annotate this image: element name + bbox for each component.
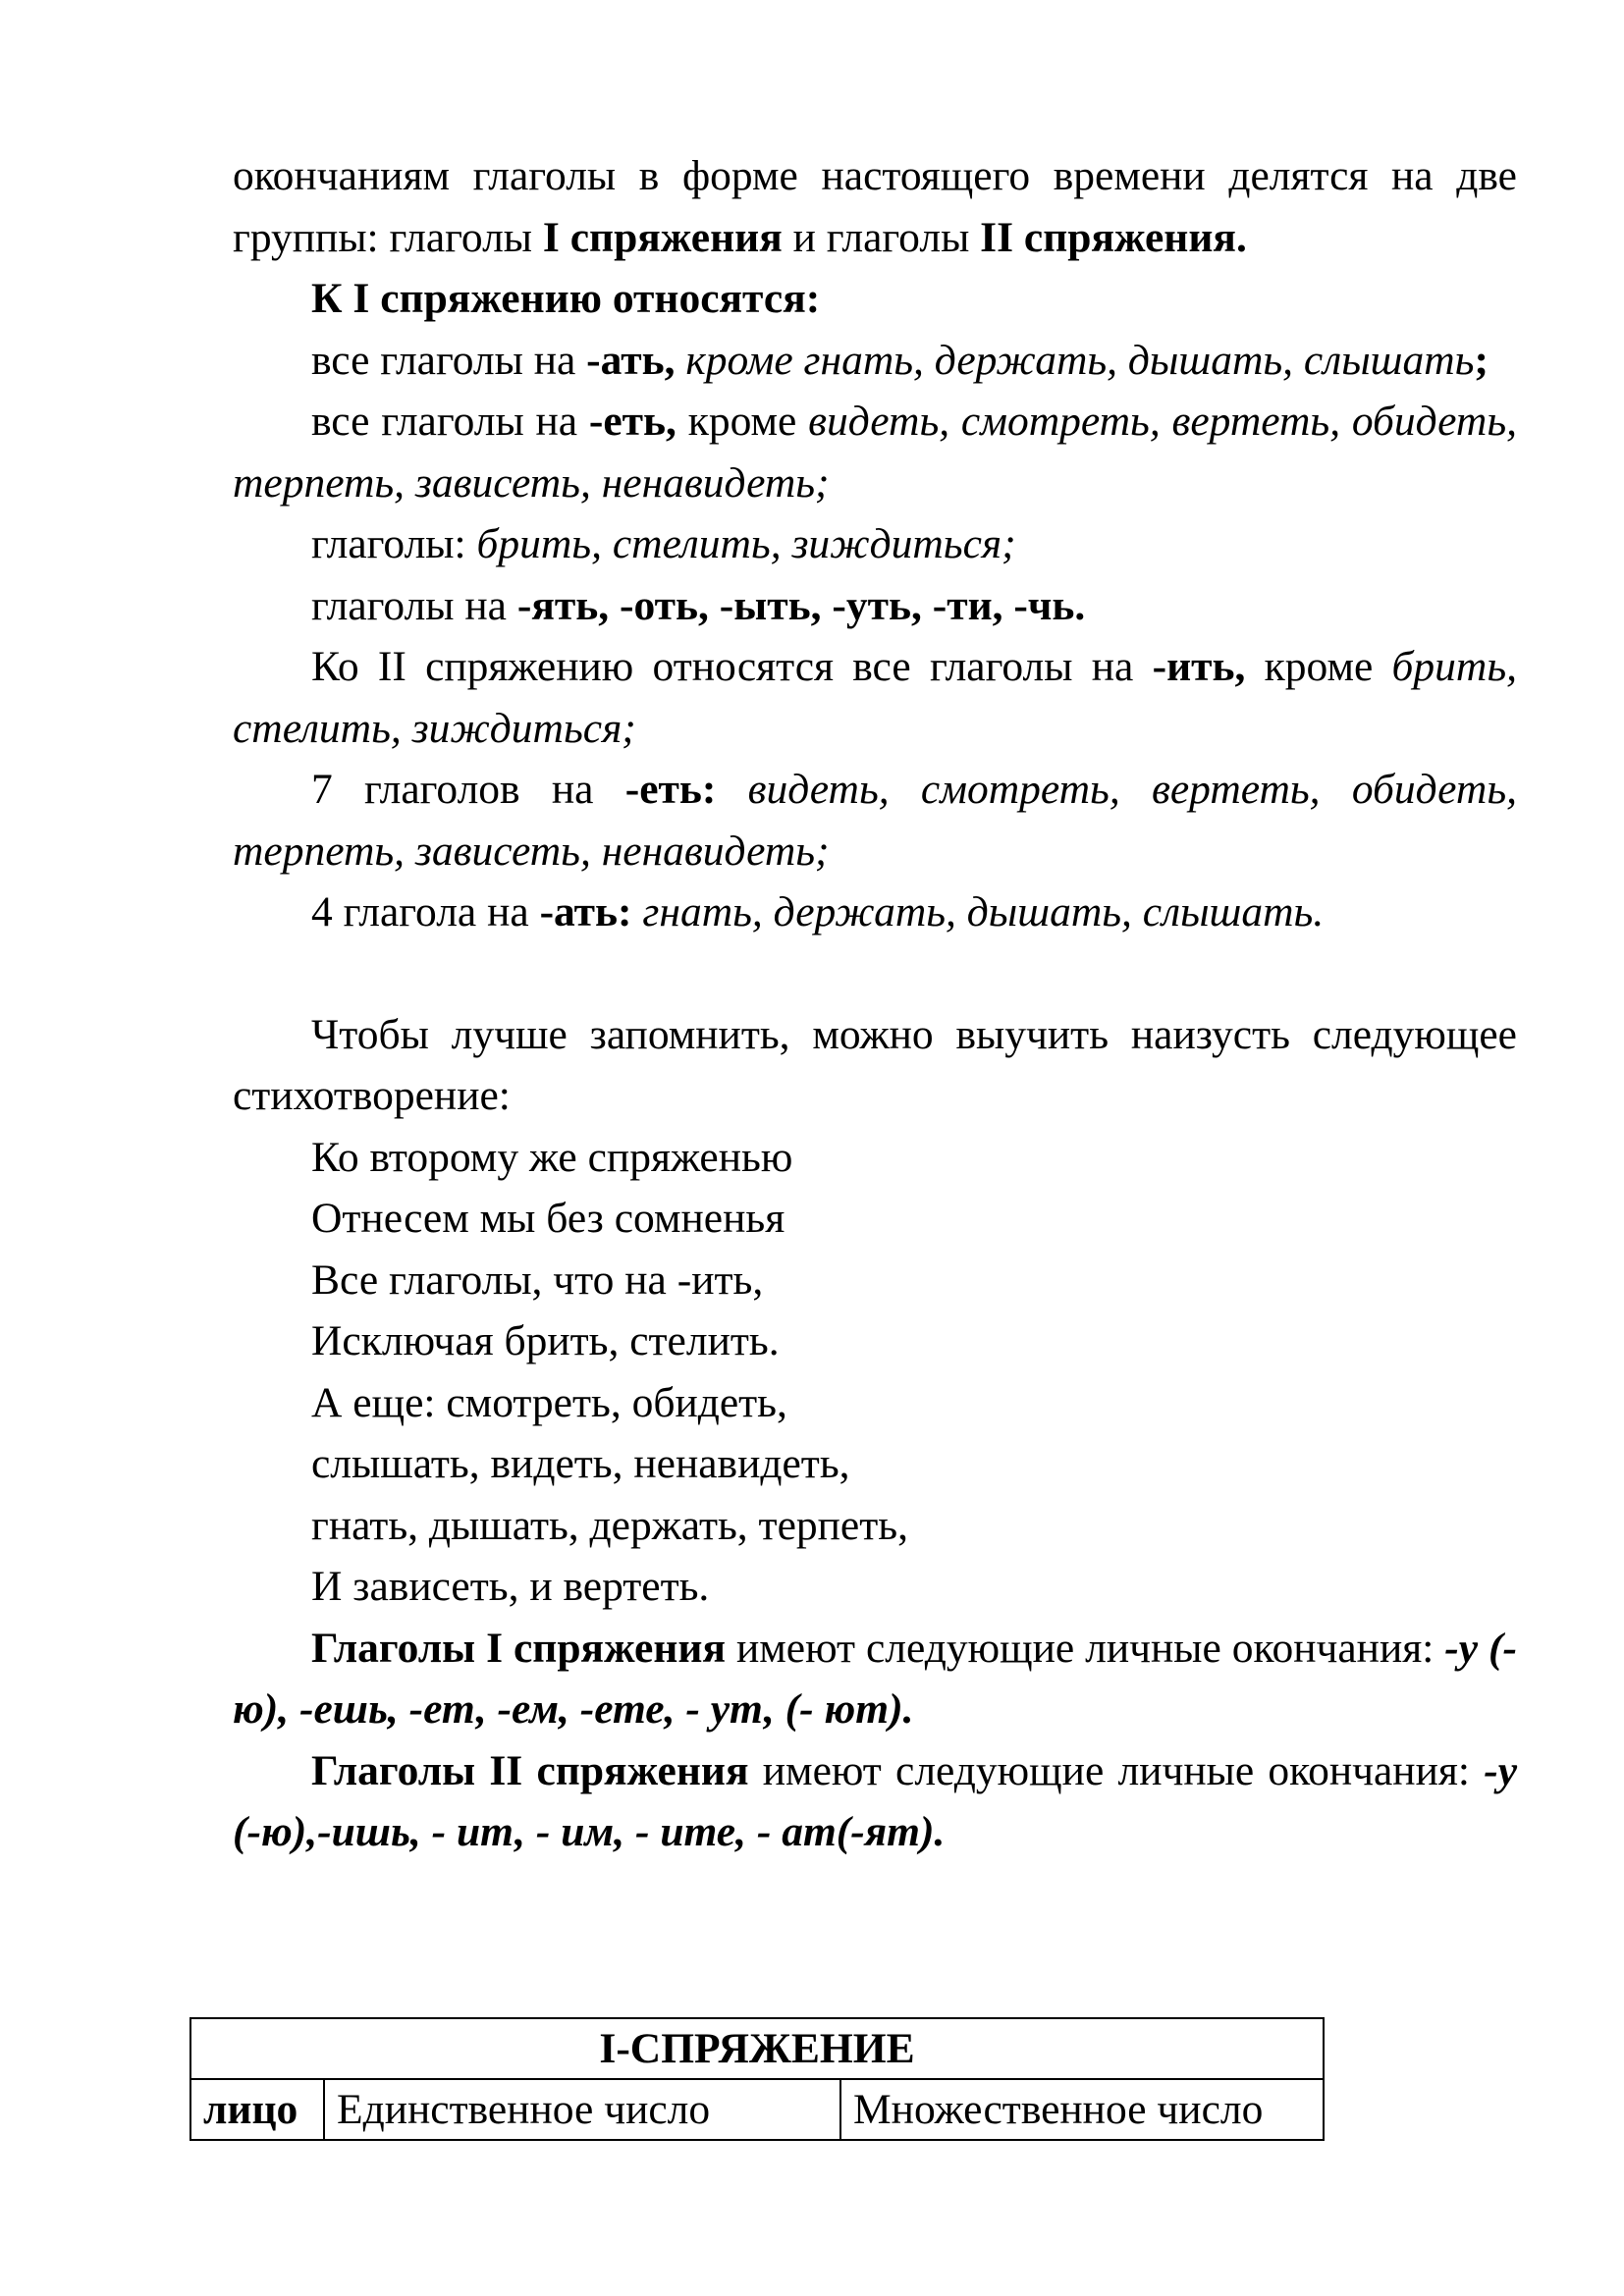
- rule-et-ending: -еть,: [588, 398, 677, 445]
- poem-line: А еще: смотреть, обидеть,: [311, 1378, 787, 1426]
- rule-suffixes-text: глаголы на: [311, 581, 517, 629]
- poem-line: Ко второму же спряженью: [311, 1133, 793, 1181]
- second-it-exceptions: брить, стелить, зиждиться;: [233, 643, 1518, 752]
- header-singular: Единственное число: [324, 2079, 840, 2140]
- table-title-row: [190, 2018, 1324, 2079]
- rule-et-text-2: кроме: [676, 398, 809, 445]
- document-body: [233, 145, 1517, 1863]
- second-et-paragraph: [233, 759, 1517, 881]
- second-it-ending: -ить,: [1152, 643, 1246, 690]
- first-conjugation-heading: [233, 268, 1517, 330]
- first-heading-text: К I спряжению относятся:: [311, 275, 821, 322]
- endings-second-list: -у (-ю),-ишь, - ит, - им, - ите, - ат(-ят).: [233, 1746, 1517, 1855]
- endings-first-paragraph: [233, 1618, 1517, 1740]
- table-title: I-СПРЯЖЕНИЕ: [190, 2018, 1324, 2079]
- intro-bold-second: II спряжения.: [980, 213, 1247, 261]
- rule-at-exceptions: кроме гнать, держать, дышать, слышать: [685, 336, 1475, 384]
- rule-verbs-text: глаголы:: [311, 520, 477, 567]
- intro-text: окончаниям глаголы в форме настоящего времени делятся на две группы: глаголы: [233, 152, 1517, 261]
- second-at-paragraph: [233, 881, 1517, 943]
- poem-line: И зависеть, и вертеть.: [311, 1563, 710, 1610]
- second-et-ending: -еть:: [624, 766, 717, 813]
- endings-second-label: Глаголы II спряжения: [311, 1746, 749, 1794]
- rule-suffixes-list: -ять, -оть, -ыть, -уть, -ти, -чь.: [516, 581, 1086, 629]
- endings-first-text: имеют следующие личные окончания:: [726, 1624, 1445, 1672]
- header-plural: Множественное число: [840, 2079, 1324, 2140]
- poem-line: Все глаголы, что на -ить,: [311, 1255, 764, 1304]
- rule-at-ending: -ать,: [586, 336, 676, 384]
- intro-bold-first: I спряжения: [542, 213, 783, 261]
- blank-line: [233, 943, 1517, 1004]
- endings-second-text: имеют следующие личные окончания:: [748, 1746, 1485, 1794]
- second-at-space: [632, 888, 643, 935]
- second-it-paragraph: [233, 636, 1517, 759]
- second-et-list: видеть, смотреть, вертеть, обидеть, терпеть, зависеть, ненавидеть;: [233, 766, 1517, 875]
- rule-at-space: [676, 337, 686, 384]
- rule-et-text: все глаголы на: [311, 398, 589, 445]
- second-it-text: Ко II спряжению относятся все глаголы на: [311, 643, 1153, 690]
- rule-at-text: все глаголы на: [311, 336, 587, 384]
- poem-line: слышать, видеть, ненавидеть,: [311, 1440, 850, 1487]
- poem-line: Отнесем мы без сомненья: [311, 1195, 785, 1242]
- second-et-space: [716, 766, 747, 813]
- second-at-ending: -ать:: [539, 888, 632, 935]
- rule-et-paragraph: [233, 391, 1517, 513]
- endings-first-list: -у (-ю), -ешь, -ет, -ем, -ете, - ут, (- ют).: [233, 1624, 1518, 1733]
- endings-first-label: Глаголы I спряжения: [311, 1624, 727, 1672]
- rule-suffixes-paragraph: [233, 575, 1517, 637]
- endings-second-paragraph: [233, 1740, 1517, 1863]
- rule-et-exceptions: видеть, смотреть, вертеть, обидеть, терпеть, зависеть, ненавидеть;: [233, 398, 1517, 507]
- table-header-row: [190, 2079, 1324, 2140]
- intro-text-2: и глаголы: [782, 213, 981, 261]
- second-it-text-2: кроме: [1245, 643, 1392, 690]
- rule-at-paragraph: [233, 330, 1517, 392]
- rule-verbs-list: брить, стелить, зиждиться;: [476, 520, 1016, 567]
- poem-line: гнать, дышать, держать, терпеть,: [311, 1501, 908, 1549]
- header-person: лицо: [190, 2079, 324, 2140]
- memorize-paragraph: Чтобы лучше запомнить, можно выучить наизусть следующее стихотворение:: [233, 1010, 1517, 1119]
- rule-verbs-paragraph: [233, 513, 1517, 575]
- second-et-text: 7 глаголов на: [311, 766, 625, 813]
- rule-at-semicolon: ;: [1474, 336, 1489, 384]
- poem-line: Исключая брить, стелить.: [311, 1317, 780, 1364]
- second-at-text: 4 глагола на: [311, 888, 540, 935]
- intro-paragraph: [233, 145, 1517, 268]
- second-at-list: гнать, держать, дышать, слышать.: [642, 888, 1325, 935]
- conjugation-table: [189, 2017, 1325, 2141]
